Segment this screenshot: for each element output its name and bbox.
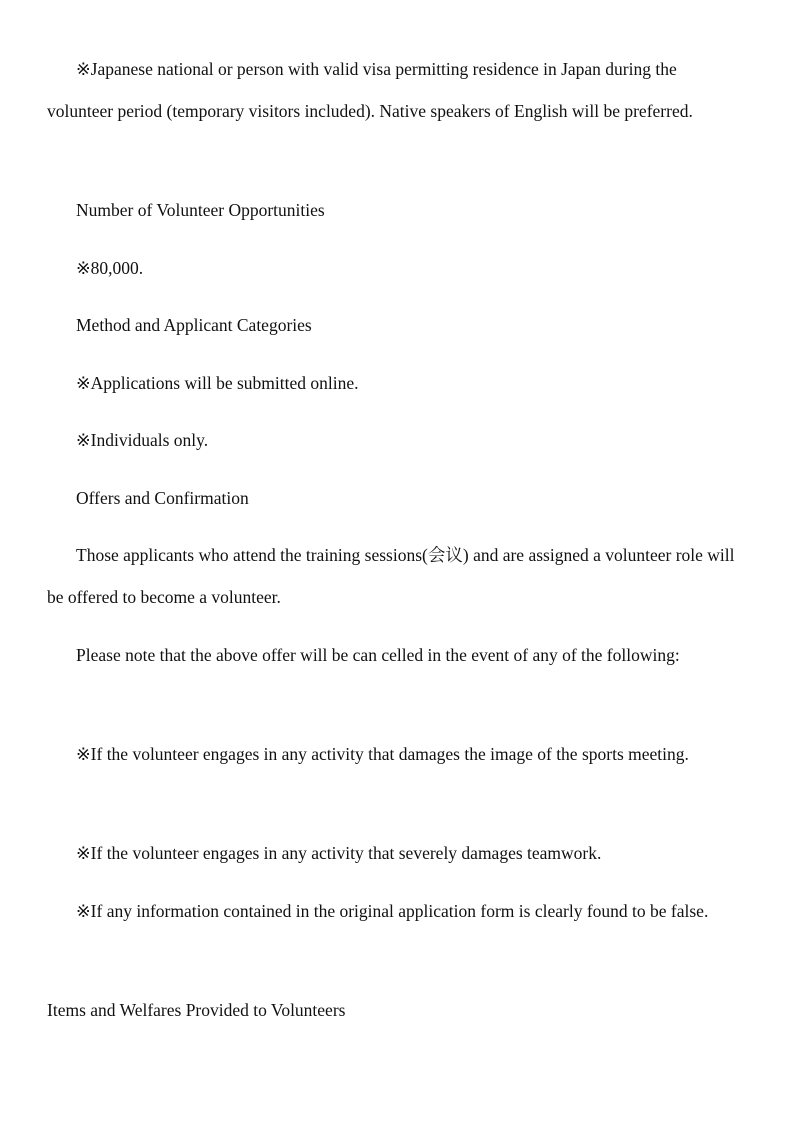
section-heading-volunteer-opportunities: Number of Volunteer Opportunities bbox=[76, 200, 325, 220]
section-heading-method-categories: Method and Applicant Categories bbox=[76, 315, 312, 335]
eligibility-paragraph: ※Japanese national or person with valid visa permitting residence in Japan during the volunteer period (temporary visitors included). Native speakers of English will be preferred. bbox=[47, 59, 693, 121]
cancellation-note-paragraph: Please note that the above offer will be can celled in the event of any of the following: bbox=[76, 645, 680, 665]
section-heading-offers-confirmation: Offers and Confirmation bbox=[76, 488, 249, 508]
method-individuals-item: ※Individuals only. bbox=[76, 430, 209, 450]
offers-paragraph: Those applicants who attend the training sessions(会议) and are assigned a volunteer role will be offered to become a volunteer. bbox=[47, 545, 735, 607]
cancellation-item-image: ※If the volunteer engages in any activity that damages the image of the sports meeting. bbox=[76, 744, 689, 764]
cancellation-item-teamwork: ※If the volunteer engages in any activity that severely damages teamwork. bbox=[76, 843, 602, 863]
section-heading-items-welfares: Items and Welfares Provided to Volunteers bbox=[47, 1000, 346, 1020]
method-online-item: ※Applications will be submitted online. bbox=[76, 373, 359, 393]
opportunities-count: ※80,000. bbox=[76, 258, 144, 278]
cancellation-item-false-info: ※If any information contained in the original application form is clearly found to be false. bbox=[76, 901, 709, 921]
